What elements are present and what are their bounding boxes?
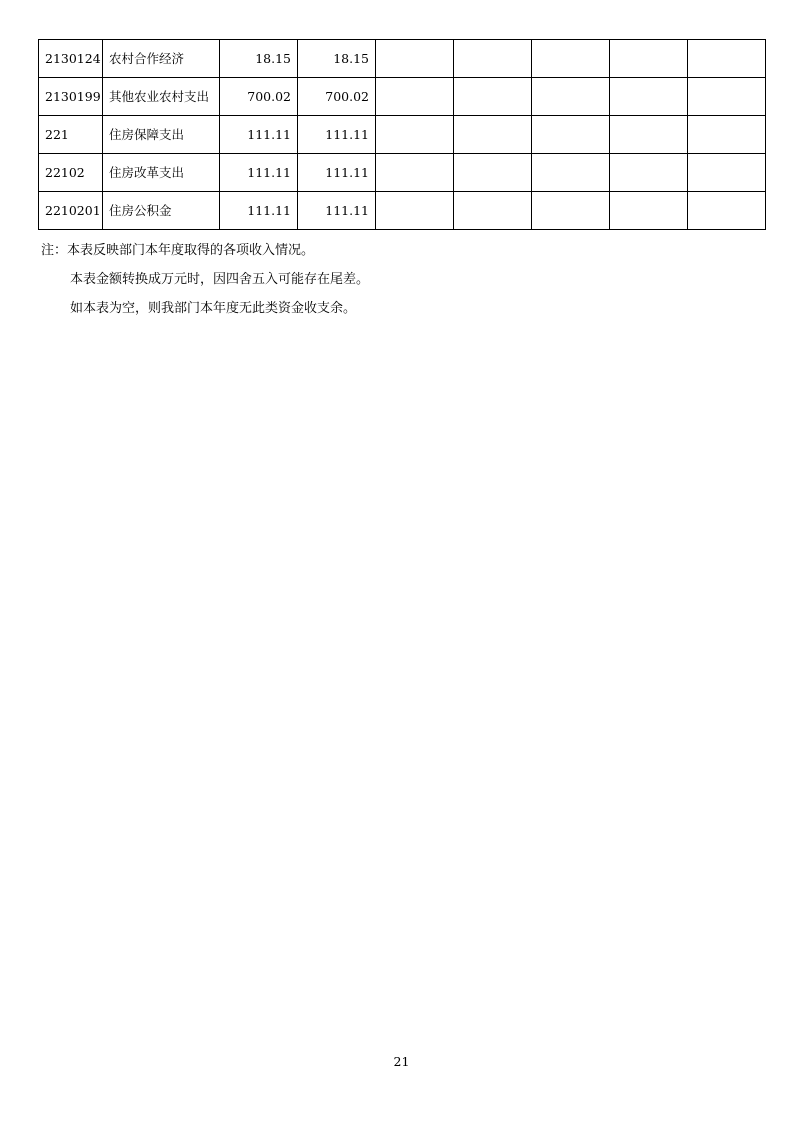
table-cell-name: 住房保障支出 bbox=[103, 116, 220, 154]
table-cell-total: 111.11 bbox=[220, 192, 298, 230]
table-cell-empty bbox=[454, 154, 532, 192]
table-cell-empty bbox=[376, 192, 454, 230]
table-cell-code: 221 bbox=[39, 116, 103, 154]
table-cell-empty bbox=[532, 40, 610, 78]
table-cell-empty bbox=[376, 40, 454, 78]
table-cell-amount: 18.15 bbox=[298, 40, 376, 78]
table-row bbox=[39, 116, 766, 154]
page-number: 21 bbox=[393, 1054, 410, 1069]
note-line-1: 注：本表反映部门本年度取得的各项收入情况。 bbox=[41, 243, 315, 258]
table-cell-code: 2130124 bbox=[39, 40, 103, 78]
table-cell-empty bbox=[532, 116, 610, 154]
table-cell-amount: 700.02 bbox=[298, 78, 376, 116]
table-cell-total: 111.11 bbox=[220, 154, 298, 192]
table-cell-empty bbox=[376, 116, 454, 154]
table-cell-total: 18.15 bbox=[220, 40, 298, 78]
table-cell-empty bbox=[610, 116, 688, 154]
table-cell-empty bbox=[610, 40, 688, 78]
table-row bbox=[39, 192, 766, 230]
budget-table bbox=[38, 39, 766, 230]
table-cell-empty bbox=[376, 78, 454, 116]
note-line-2: 本表金额转换成万元时，因四舍五入可能存在尾差。 bbox=[70, 272, 370, 287]
table-cell-empty bbox=[532, 78, 610, 116]
table-cell-empty bbox=[454, 78, 532, 116]
table-cell-code: 2130199 bbox=[39, 78, 103, 116]
table-cell-empty bbox=[454, 116, 532, 154]
table-row bbox=[39, 78, 766, 116]
table-cell-empty bbox=[610, 154, 688, 192]
table-cell-empty bbox=[376, 154, 454, 192]
table-cell-code: 22102 bbox=[39, 154, 103, 192]
table-cell-empty bbox=[454, 192, 532, 230]
table-cell-name: 住房改革支出 bbox=[103, 154, 220, 192]
table-cell-name: 其他农业农村支出 bbox=[103, 78, 220, 116]
table-cell-empty bbox=[688, 116, 766, 154]
table-cell-empty bbox=[610, 192, 688, 230]
table-cell-empty bbox=[610, 78, 688, 116]
table-notes bbox=[41, 236, 369, 323]
table-cell-empty bbox=[688, 192, 766, 230]
note-line-3: 如本表为空，则我部门本年度无此类资金收支余。 bbox=[70, 301, 357, 316]
table-cell-empty bbox=[532, 154, 610, 192]
table-cell-amount: 111.11 bbox=[298, 116, 376, 154]
table-cell-total: 111.11 bbox=[220, 116, 298, 154]
table-cell-empty bbox=[532, 192, 610, 230]
table-row bbox=[39, 40, 766, 78]
table-cell-name: 住房公积金 bbox=[103, 192, 220, 230]
table-cell-empty bbox=[688, 78, 766, 116]
table-row bbox=[39, 154, 766, 192]
table-cell-total: 700.02 bbox=[220, 78, 298, 116]
table-cell-amount: 111.11 bbox=[298, 192, 376, 230]
table-cell-empty bbox=[454, 40, 532, 78]
table-cell-amount: 111.11 bbox=[298, 154, 376, 192]
table-cell-code: 2210201 bbox=[39, 192, 103, 230]
table-cell-empty bbox=[688, 154, 766, 192]
table-cell-name: 农村合作经济 bbox=[103, 40, 220, 78]
table-cell-empty bbox=[688, 40, 766, 78]
